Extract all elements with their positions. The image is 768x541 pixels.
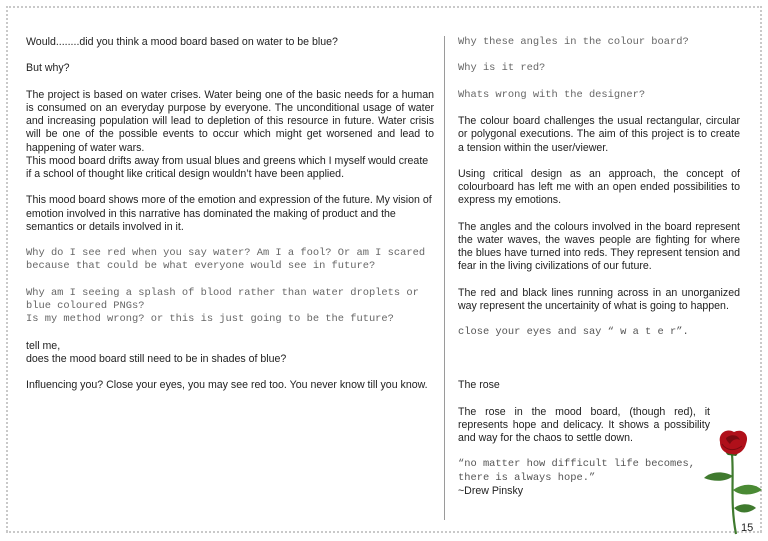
rose-leaf-right	[733, 485, 762, 495]
tell-me: tell me,	[26, 339, 61, 352]
rose-stem	[732, 454, 736, 534]
designer-question: Whats wrong with the designer?	[458, 88, 646, 101]
dotted-border-bottom	[6, 531, 762, 533]
critical-design-paragraph: Using critical design as an approach, the concept of colourboard has left me with an open ended possibilities to express my emotions.	[458, 167, 740, 207]
rose-leaf-left	[704, 472, 733, 480]
rose-paragraph: The rose in the mood board, (though red), it represents hope and delicacy. It shows a possibility and way for the chaos to settle down.	[458, 405, 710, 444]
colour-board-paragraph: The colour board challenges the usual rectangular, circular or polygonal executions. The aim of this project is to create a tension within the user/viewer.	[458, 115, 740, 154]
angles-question: Why these angles in the colour board?	[458, 36, 689, 48]
water-crisis-paragraph: The project is based on water crises. Water being one of the basic needs for a human is consumed on an everyday purpose by everyone. The unconditional usage of water and increasing population will lead to depletion of this resource in future. Water crisis will be one of the possible events to occur which might get worsened and lead to happening of water wars.	[26, 88, 434, 154]
left-column	[26, 36, 434, 392]
page-number: 15	[741, 522, 754, 534]
shades-of-blue-question: does the mood board still need to be in shades of blue?	[26, 352, 287, 365]
mood-board-drift-paragraph: This mood board drifts away from usual blues and greens which I myself would create if a school of thought like critical design wouldn’t have been applied.	[26, 154, 429, 180]
column-divider	[444, 36, 445, 520]
red-black-lines-paragraph: The red and black lines running across in an unorganized way represent the uncertainity of what is going to happen.	[458, 286, 740, 312]
blood-question: Why am I seeing a splash of blood rather than water droplets or blue coloured PNGs?	[26, 286, 426, 312]
quote-author: ~Drew Pinsky	[458, 484, 524, 497]
hope-quote: “no matter how difficult life becomes, there is always hope.”	[458, 458, 702, 484]
opening-question: Would........did you think a mood board based on water to be blue?	[26, 36, 338, 48]
dotted-border-left	[6, 6, 8, 532]
rose-leaf-lower	[734, 504, 756, 512]
rose-heading: The rose	[458, 379, 500, 392]
method-question: Is my method wrong? or this is just going to be the future?	[26, 313, 394, 326]
emotion-paragraph: This mood board shows more of the emotion and expression of the future. My vision of emotion involved in this narrative has dominated the making of product and the semantics or details involved in it.	[26, 194, 432, 233]
dotted-border-top	[6, 6, 762, 8]
why-red-question: Why is it red?	[458, 62, 546, 75]
but-why: But why?	[26, 62, 70, 75]
rose-bloom	[720, 430, 747, 454]
influencing-paragraph: Influencing you? Close your eyes, you may see red too. You never know till you know.	[26, 379, 428, 392]
angles-colours-paragraph: The angles and the colours involved in the board represent the water waves, the waves people are fighting for where the blues have turned into reds. They represent tension and fear in the living civilizations of our future.	[458, 220, 740, 273]
rose-illustration	[698, 428, 768, 536]
close-your-eyes-line: close your eyes and say “ w a t e r”.	[458, 326, 689, 339]
red-question: Why do I see red when you say water? Am I a fool? Or am I scared because that could be what everyone would see in future?	[26, 247, 432, 273]
